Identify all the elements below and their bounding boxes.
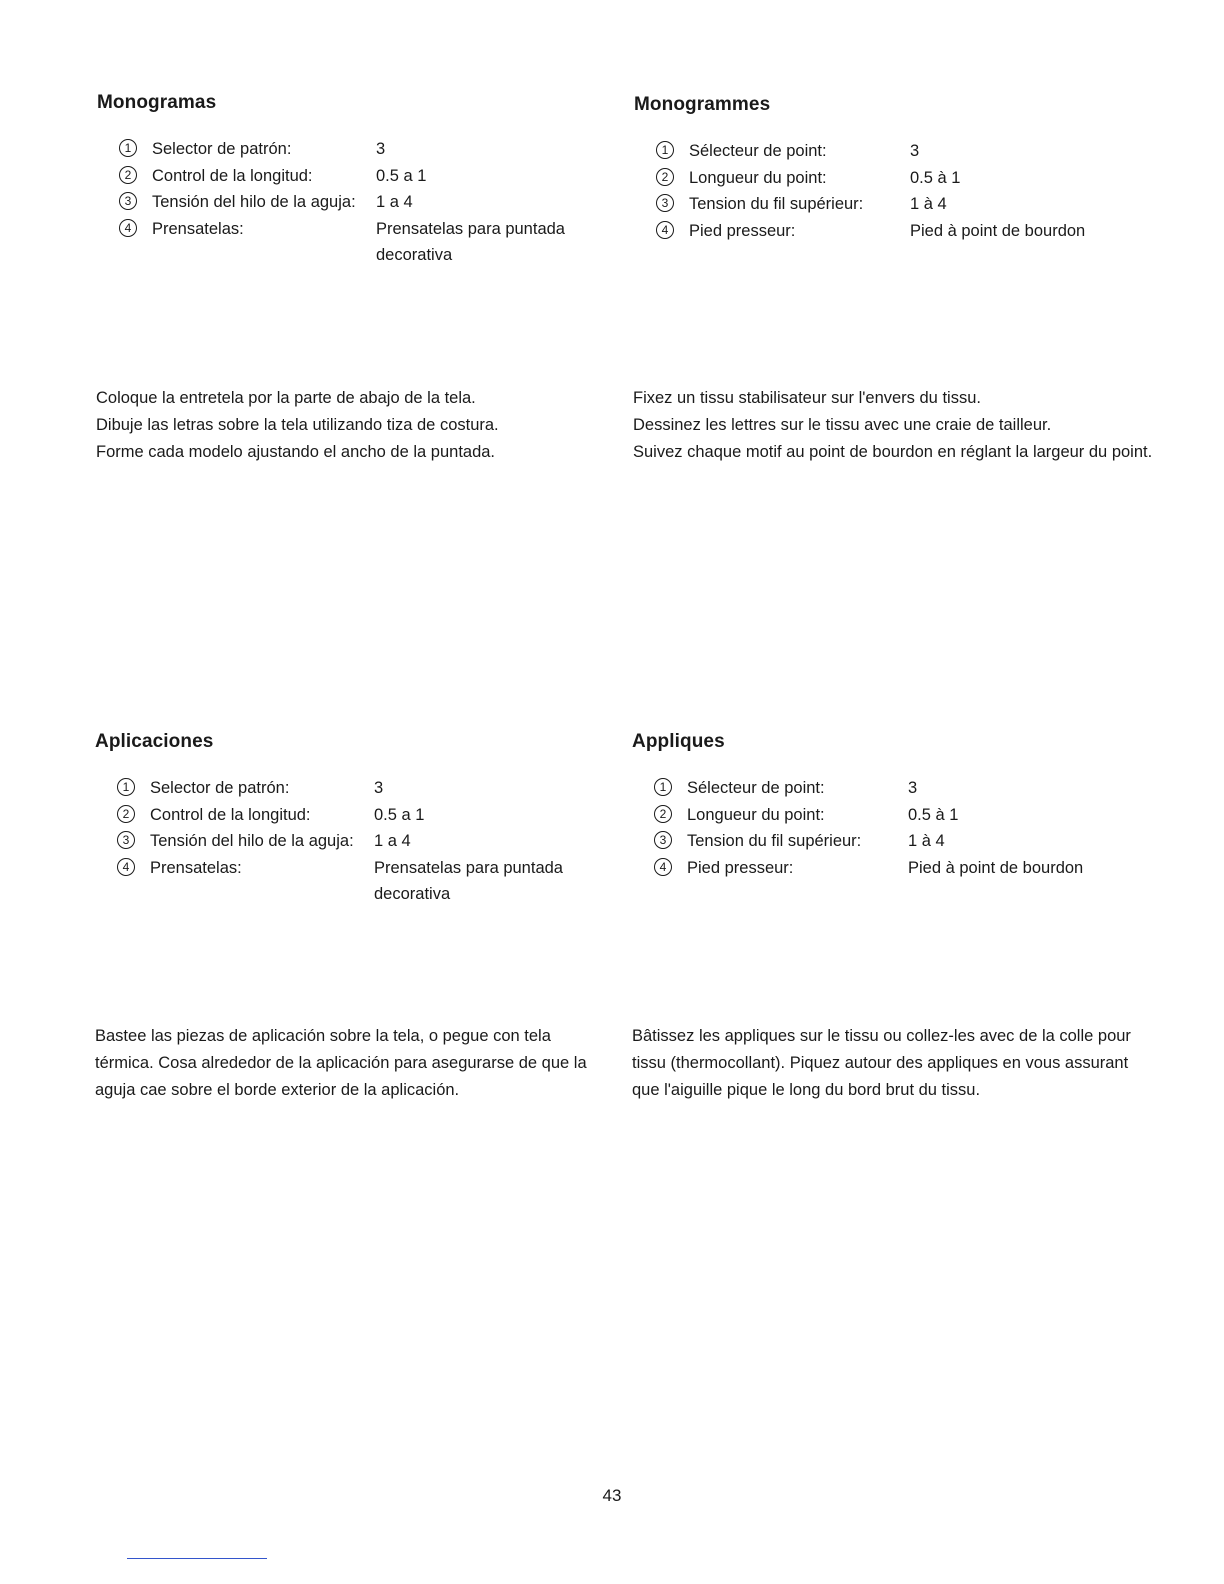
setting-label: Tension du fil supérieur:: [687, 832, 862, 850]
circled-number: 3: [117, 831, 135, 849]
setting-row: [119, 163, 617, 190]
setting-label: Sélecteur de point:: [689, 142, 827, 160]
setting-value: 1 à 4: [910, 195, 947, 213]
setting-value: 3: [376, 140, 386, 158]
setting-label: Prensatelas:: [152, 219, 244, 238]
circled-number: 3: [119, 192, 137, 210]
section-title: Aplicaciones: [95, 731, 214, 752]
setting-label: Tensión del hilo de la aguja:: [150, 832, 354, 850]
setting-label: Control de la longitud:: [152, 166, 313, 185]
setting-value: 0.5 à 1: [910, 168, 961, 187]
setting-value: 1 à 4: [908, 832, 945, 850]
settings-list: [654, 775, 1152, 881]
setting-label: Longueur du point:: [687, 805, 825, 824]
circled-number: 2: [656, 168, 674, 186]
setting-label: Selector de patrón:: [150, 779, 290, 797]
monogramas-section: [97, 92, 617, 269]
setting-label: Sélecteur de point:: [687, 779, 825, 797]
aplicaciones-paragraph: [95, 1023, 607, 1103]
setting-value: 3: [908, 779, 918, 797]
setting-row: [656, 138, 1154, 165]
circled-number: 3: [656, 194, 674, 212]
setting-row: [656, 191, 1154, 218]
settings-list: [117, 775, 615, 908]
circled-number: 3: [654, 831, 672, 849]
paragraph-line: Forme cada modelo ajustando el ancho de la puntada.: [96, 442, 496, 461]
setting-value: 0.5 à 1: [908, 805, 959, 824]
settings-list: [119, 136, 617, 269]
aplicaciones-section: [95, 731, 615, 908]
setting-value: 0.5 a 1: [376, 166, 427, 185]
appliques-paragraph: [632, 1023, 1154, 1103]
setting-value: Prensatelas para puntada decorativa: [374, 858, 563, 903]
paragraph-text: Bastee las piezas de aplicación sobre la tela, o pegue con tela térmica. Cosa alrededor de la aplicación para asegurarse de que la aguja cae sobre el borde exterior de la aplicación.: [95, 1027, 587, 1099]
settings-list: [656, 138, 1154, 244]
setting-label: Pied presseur:: [687, 858, 794, 877]
setting-row: [656, 218, 1154, 245]
setting-row: [119, 189, 617, 216]
setting-row: [654, 802, 1152, 829]
setting-label: Selector de patrón:: [152, 140, 292, 158]
setting-value: 1 a 4: [376, 193, 413, 211]
circled-number: 4: [119, 219, 137, 237]
setting-label: Tensión del hilo de la aguja:: [152, 193, 356, 211]
circled-number: 2: [117, 805, 135, 823]
setting-value: Prensatelas para puntada decorativa: [376, 219, 565, 264]
setting-row: [654, 775, 1152, 802]
setting-label: Tension du fil supérieur:: [689, 195, 864, 213]
circled-number: 4: [656, 221, 674, 239]
monogrammes-section: [634, 94, 1154, 244]
setting-value: 3: [374, 779, 384, 797]
paragraph-line: Dessinez les lettres sur le tissu avec une craie de tailleur.: [633, 415, 1052, 434]
setting-label: Pied presseur:: [689, 221, 796, 240]
setting-value: Pied à point de bourdon: [910, 221, 1086, 240]
bottom-divider: [127, 1558, 267, 1559]
paragraph-line: Fixez un tissu stabilisateur sur l'envers du tissu.: [633, 389, 981, 407]
setting-row: [656, 165, 1154, 192]
monogramas-paragraph: [96, 385, 596, 465]
circled-number: 2: [119, 166, 137, 184]
setting-row: [117, 802, 615, 829]
circled-number: 2: [654, 805, 672, 823]
setting-row: [654, 828, 1152, 855]
paragraph-line: Suivez chaque motif au point de bourdon en réglant la largeur du point.: [633, 442, 1153, 461]
setting-value: 3: [910, 142, 920, 160]
paragraph-line: Coloque la entretela por la parte de abajo de la tela.: [96, 389, 476, 407]
monogrammes-paragraph: [633, 385, 1155, 465]
circled-number: 1: [119, 139, 137, 157]
setting-row: [117, 775, 615, 802]
setting-row: [119, 136, 617, 163]
appliques-section: [632, 731, 1152, 881]
setting-value: Pied à point de bourdon: [908, 858, 1084, 877]
setting-row: [654, 855, 1152, 882]
page-number: 43: [602, 1486, 622, 1505]
setting-label: Control de la longitud:: [150, 805, 311, 824]
section-title: Monogramas: [97, 92, 217, 113]
circled-number: 1: [117, 778, 135, 796]
section-title: Appliques: [632, 731, 725, 752]
paragraph-text: Bâtissez les appliques sur le tissu ou collez-les avec de la colle pour tissu (thermocollant). Piquez autour des appliques en vous assurant que l'aiguille pique le long du bord brut du tissu.: [632, 1027, 1131, 1099]
setting-row: [119, 216, 617, 269]
circled-number: 1: [656, 141, 674, 159]
setting-row: [117, 828, 615, 855]
circled-number: 1: [654, 778, 672, 796]
circled-number: 4: [117, 858, 135, 876]
circled-number: 4: [654, 858, 672, 876]
setting-value: 0.5 a 1: [374, 805, 425, 824]
setting-row: [117, 855, 615, 908]
section-title: Monogrammes: [634, 94, 771, 115]
setting-label: Prensatelas:: [150, 858, 242, 877]
setting-value: 1 a 4: [374, 832, 411, 850]
setting-label: Longueur du point:: [689, 168, 827, 187]
paragraph-line: Dibuje las letras sobre la tela utilizando tiza de costura.: [96, 415, 499, 434]
